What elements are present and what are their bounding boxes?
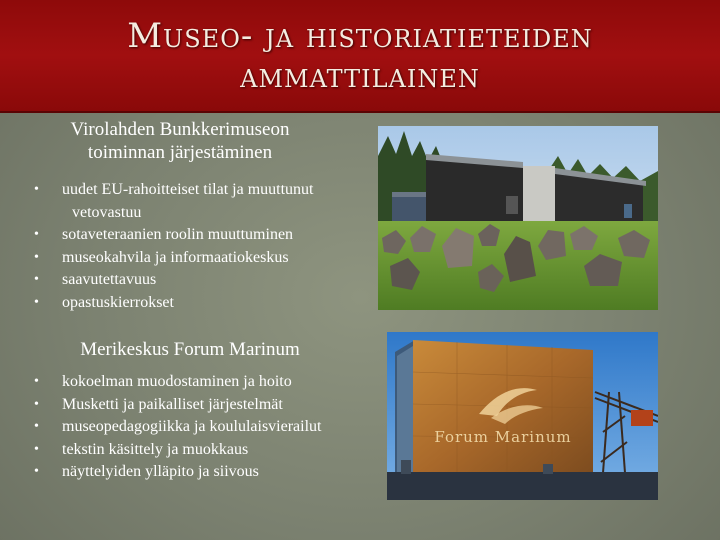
slide-title-bar bbox=[0, 0, 720, 113]
list-item-text: kokoelman muodostaminen ja hoito bbox=[62, 373, 292, 390]
list-item bbox=[34, 439, 382, 462]
forum-marinum-photo bbox=[387, 332, 658, 500]
bullet-icon: • bbox=[34, 464, 39, 479]
list-item-text: opastuskierrokset bbox=[62, 293, 174, 311]
list-item bbox=[34, 394, 382, 417]
bullet-icon: • bbox=[34, 396, 39, 412]
list-item-text: uudet EU-rahoitteiset tilat ja muuttunut bbox=[62, 181, 314, 198]
list-item bbox=[34, 179, 372, 224]
forum-marinum-sign: Forum Marinum bbox=[434, 428, 572, 446]
bullet-list-marinum bbox=[34, 371, 382, 484]
list-item-text: näyttelyiden ylläpito ja siivous bbox=[62, 463, 259, 480]
bullet-icon: • bbox=[34, 419, 39, 434]
section-heading-bunker bbox=[40, 118, 320, 164]
list-item bbox=[34, 247, 372, 270]
bullet-icon: • bbox=[34, 294, 39, 310]
slide-title-line-2: ammattilainen bbox=[240, 55, 480, 96]
section-heading-marinum: Merikeskus Forum Marinum bbox=[80, 339, 300, 360]
list-item bbox=[34, 292, 372, 315]
list-item-text: tekstin käsittely ja muokkaus bbox=[62, 440, 249, 458]
list-item-text: sotaveteraanien roolin muuttuminen bbox=[62, 226, 294, 243]
list-item-text: museopedagogiikka ja koululaisvierailut bbox=[62, 418, 322, 435]
bullet-icon: • bbox=[34, 374, 39, 389]
list-item bbox=[34, 371, 382, 394]
bullet-icon: • bbox=[34, 182, 39, 197]
bullet-list-bunker bbox=[34, 179, 372, 314]
list-item-text: saavutettavuus bbox=[62, 271, 157, 288]
bullet-icon: • bbox=[34, 249, 39, 265]
bullet-icon: • bbox=[34, 441, 39, 457]
slide-title-line-1: Museo- ja historiatieteiden bbox=[127, 15, 593, 56]
list-item-text: museokahvila ja informaatiokeskus bbox=[62, 248, 289, 266]
list-item bbox=[34, 269, 372, 292]
bullet-icon: • bbox=[34, 272, 39, 287]
list-item bbox=[34, 461, 382, 484]
section-heading-line-2: toiminnan järjestäminen bbox=[87, 142, 273, 163]
list-item bbox=[34, 224, 372, 247]
list-item-text: Musketti ja paikalliset järjestelmät bbox=[62, 395, 283, 413]
bullet-icon: • bbox=[34, 227, 39, 242]
section-heading-line-1: Virolahden Bunkkerimuseon bbox=[70, 119, 290, 140]
list-item bbox=[34, 416, 382, 439]
list-item-text-continued: vetovastuu bbox=[72, 203, 142, 221]
bunker-museum-photo bbox=[378, 126, 658, 310]
